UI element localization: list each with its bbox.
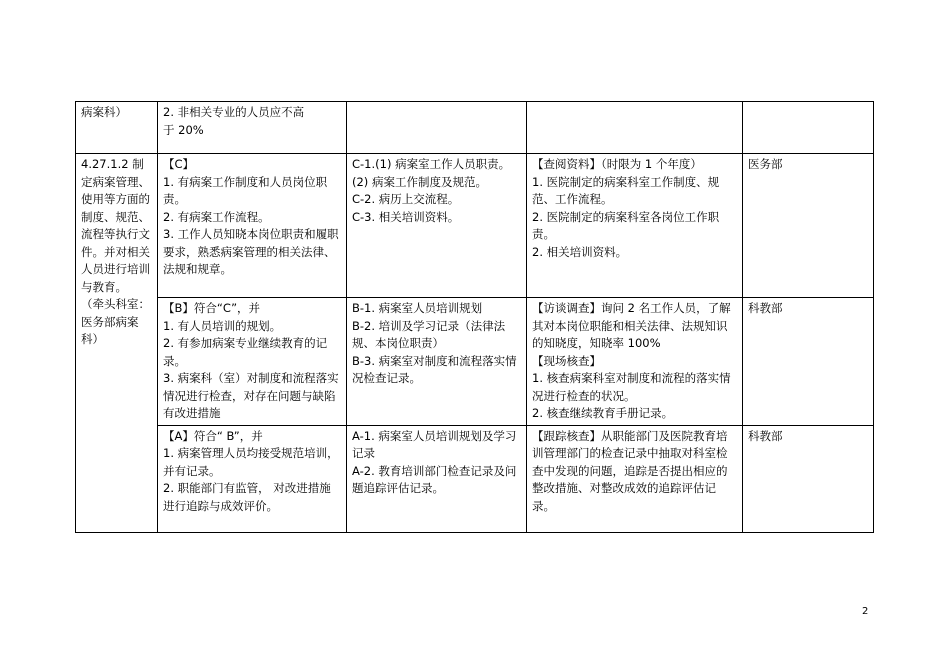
cell-method-c: 【查阅资料】（时限为 1 个年度） 1. 医院制定的病案科室工作制度、规范、工作流程。 2. 医院制定的病案科室各岗位工作职责。 2. 相关培训资料。 (527, 154, 743, 298)
page-number: 2 (862, 606, 869, 617)
table-row (76, 298, 874, 426)
cell-item: 病案科） (76, 102, 158, 154)
table-row (76, 425, 874, 532)
cell-evidence-a: A-1. 病案室人员培训规划及学习记录 A-2. 教育培训部门检查记录及问题追踪评估记录。 (347, 425, 527, 532)
cell-dept-a: 科教部 (743, 425, 874, 532)
table-row (76, 102, 874, 154)
cell-dept (743, 102, 874, 154)
cell-standard: 2. 非相关专业的人员应不高 于 20% (158, 102, 347, 154)
cell-evidence (347, 102, 527, 154)
cell-method-a: 【跟踪核查】从职能部门及医院教育培训管理部门的检查记录中抽取对科室检查中发现的问题，追踪是否提出相应的整改措施、对整改成效的追踪评估记录。 (527, 425, 743, 532)
cell-item: 4.27.1.2 制定病案管理、使用等方面的制度、规范、流程等执行文件。并对相关人员进行培训与教育。 （牵头科室：医务部病案科） (76, 154, 158, 533)
table-row (76, 154, 874, 298)
cell-standard-c: 【C】 1. 有病案工作制度和人员岗位职责。 2. 有病案工作流程。 3. 工作人员知晓本岗位职责和履职要求，熟悉病案管理的相关法律、法规和规章。 (158, 154, 347, 298)
cell-standard-b: 【B】符合“C”，并 1. 有人员培训的规划。 2. 有参加病案专业继续教育的记录。 3. 病案科（室）对制度和流程落实情况进行检查，对存在问题与缺陷有改进措施 (158, 298, 347, 426)
cell-standard-a: 【A】符合“ B”，并 1. 病案管理人员均接受规范培训，并有记录。 2. 职能部门有监管， 对改进措施进行追踪与成效评价。 (158, 425, 347, 532)
cell-method (527, 102, 743, 154)
cell-evidence-b: B-1. 病案室人员培训规划 B-2. 培训及学习记录（法律法规、本岗位职责） B-3. 病案室对制度和流程落实情况检查记录。 (347, 298, 527, 426)
cell-evidence-c: C-1.(1) 病案室工作人员职责。 (2) 病案工作制度及规范。 C-2. 病历上交流程。 C-3. 相关培训资料。 (347, 154, 527, 298)
cell-method-b: 【访谈调查】询问 2 名工作人员，了解其对本岗位职能和相关法律、法规知识的知晓度，知晓率 100% 【现场核查】 1. 核查病案科室对制度和流程的落实情况进行检查的状况。 2. 核查继续教育手册记录。 (527, 298, 743, 426)
standards-table (75, 101, 874, 533)
cell-dept-b: 科教部 (743, 298, 874, 426)
cell-dept-c: 医务部 (743, 154, 874, 298)
